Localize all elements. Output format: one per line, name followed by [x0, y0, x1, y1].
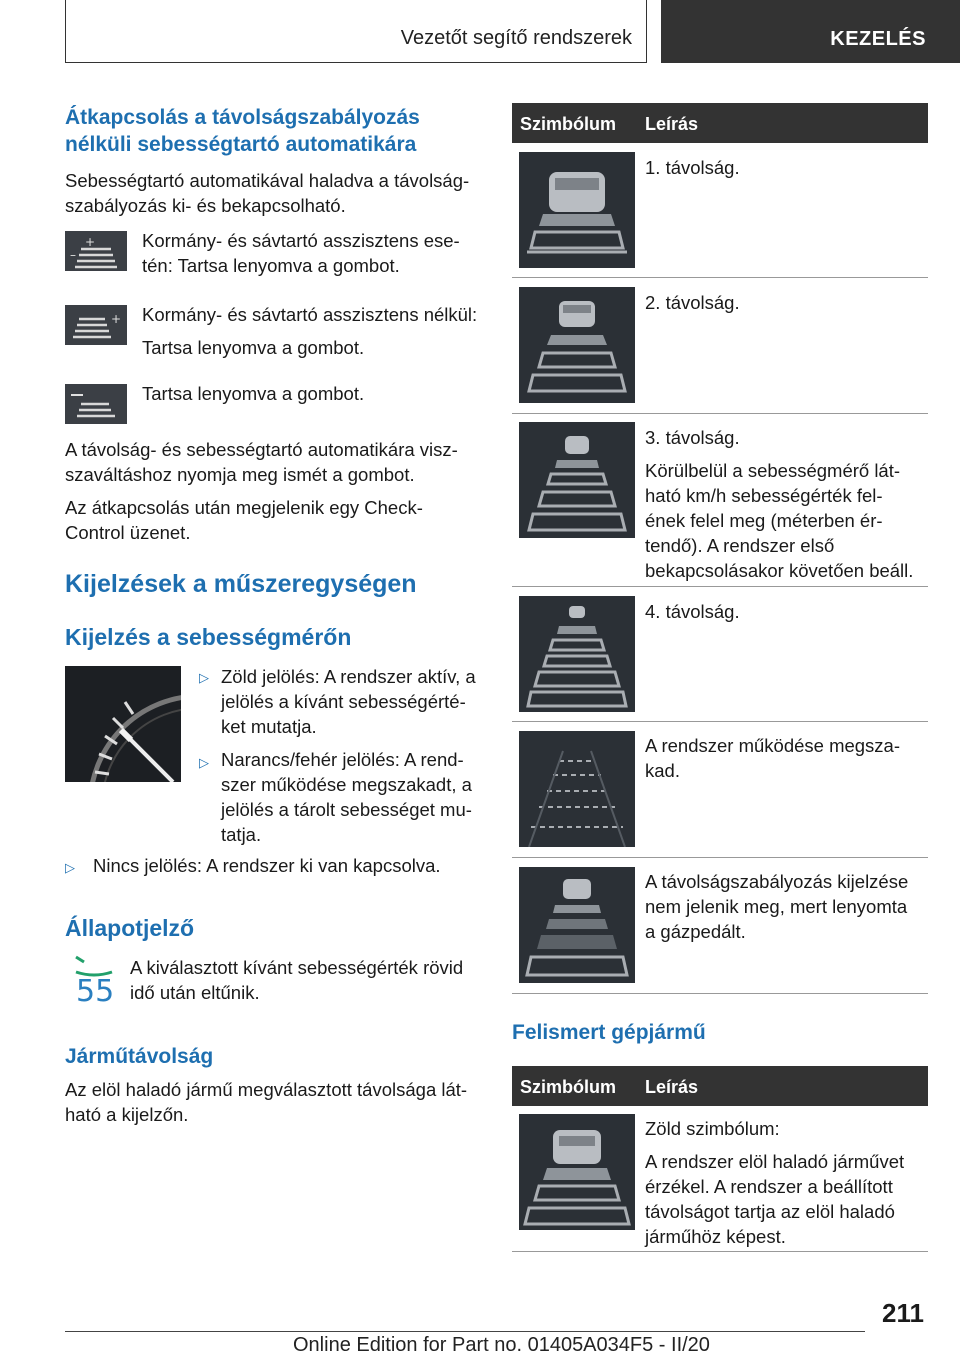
- distance-1-image: [519, 152, 635, 268]
- speedometer-image: [65, 666, 181, 782]
- distance-2-image: [519, 287, 635, 403]
- heading-distance: Járműtávolság: [65, 1045, 214, 1068]
- heading-speedometer: Kijelzés a sebességmérőn: [65, 624, 352, 650]
- btn2-text: Kormány- és sávtartó asszisztens nélkül: Tartsa lenyomva a gombot.: [142, 304, 478, 358]
- btn3-text: Tartsa lenyomva a gombot.: [142, 383, 365, 404]
- row-divider: [512, 857, 928, 858]
- svg-text:+: +: [85, 235, 96, 249]
- steering-lane-distance-icon: [65, 231, 127, 271]
- bullet-orange-marker: Narancs/fehér jelölés: A rend- szer működése megszakadt, a jelölés a tárolt sebességet mu- tatja.: [221, 749, 472, 845]
- row-divider: [512, 413, 928, 414]
- chapter-tab[interactable]: [661, 0, 960, 63]
- table1-row1-desc: 1. távolság.: [645, 157, 740, 178]
- recognized-vehicle-image: [519, 1114, 635, 1230]
- section-title: Vezetőt segítő rendszerek: [400, 27, 632, 49]
- heading-status: Állapotjelző: [65, 915, 195, 941]
- bullet-triangle-icon: ▷: [65, 860, 75, 875]
- para-check-control: Az átkapcsolás után megjelenik egy Check- Control üzenet.: [65, 497, 423, 543]
- table2-col-symbol: Szimbólum: [520, 1077, 617, 1097]
- bullet-no-marker: Nincs jelölés: A rendszer ki van kapcsolva.: [93, 855, 441, 876]
- para-back: A távolság- és sebességtartó automatikára visz- szaváltáshoz nyomja meg ismét a gombot.: [65, 439, 458, 485]
- heading-recognized-vehicle: Felismert gépjármű: [512, 1021, 706, 1044]
- bullet-triangle-icon: ▷: [199, 670, 209, 685]
- distance-4-image: [519, 596, 635, 712]
- status-text: A kiválasztott kívánt sebességérték rövid idő után eltűnik.: [130, 957, 464, 1003]
- table2-header: [512, 1066, 928, 1106]
- table1-row2-desc: 2. távolság.: [645, 292, 740, 313]
- footer-divider: [65, 1331, 865, 1332]
- svg-text:+: +: [111, 312, 122, 326]
- table1-col-desc: Leírás: [645, 114, 699, 134]
- table1-col-symbol: Szimbólum: [520, 114, 617, 134]
- distance-3-image: [519, 422, 635, 538]
- row-divider: [512, 1251, 928, 1252]
- page-number: 211: [882, 1298, 924, 1328]
- table2-col-desc: Leírás: [645, 1077, 699, 1097]
- footer-text: Online Edition for Part no. 01405A034F5 - II/20: [293, 1334, 710, 1356]
- table1-row5-desc: A rendszer működése megsza- kad.: [645, 735, 901, 781]
- btn1-text: Kormány- és sávtartó asszisztens ese- tén: Tartsa lenyomva a gombot.: [142, 230, 460, 276]
- bullet-triangle-icon: ▷: [199, 755, 209, 770]
- table1-row4-desc: 4. távolság.: [645, 601, 740, 622]
- status-indicator-icon: [70, 952, 118, 1008]
- header-frame: [65, 0, 647, 63]
- svg-text:–: –: [70, 248, 76, 262]
- distance-plus-icon: [65, 305, 127, 345]
- status-number: 55: [76, 974, 115, 1009]
- chapter-tab-label: KEZELÉS: [830, 28, 926, 50]
- para-switch: Sebességtartó automatikával haladva a távolság- szabályozás ki- és bekapcsolható.: [65, 170, 470, 216]
- table1-row6-desc: A távolságszabályozás kijelzése nem jelenik meg, mert lenyomta a gázpedált.: [645, 871, 909, 942]
- row-divider: [512, 277, 928, 278]
- row-divider: [512, 586, 928, 587]
- table2-row-desc: Zöld szimbólum: A rendszer elöl haladó járművet érzékel. A rendszer a beállított távolságot tartja az elöl haladó járműhöz képest.: [645, 1118, 905, 1247]
- heading-switch: Átkapcsolás a távolságszabályozás nélküli sebességtartó automatikára: [65, 106, 420, 156]
- row-divider: [512, 993, 928, 994]
- gas-pedal-override-image: [519, 867, 635, 983]
- table1-row3-desc: 3. távolság. Körülbelül a sebességmérő lát- ható km/h sebességérték fel- ének felel meg (méterben ér- tendő). A rendszer első bekapcsolásakor követően beáll.: [645, 427, 914, 581]
- para-distance: Az elöl haladó jármű megválasztott távolsága lát- ható a kijelzőn.: [65, 1079, 468, 1125]
- heading-displays: Kijelzések a műszeregységen: [65, 570, 417, 598]
- row-divider: [512, 721, 928, 722]
- bullet-green-marker: Zöld jelölés: A rendszer aktív, a jelölés a kívánt sebességérté- ket mutatja.: [221, 666, 476, 737]
- distance-minus-icon: [65, 384, 127, 424]
- table1-header: [512, 103, 928, 143]
- system-interrupted-image: [519, 731, 635, 847]
